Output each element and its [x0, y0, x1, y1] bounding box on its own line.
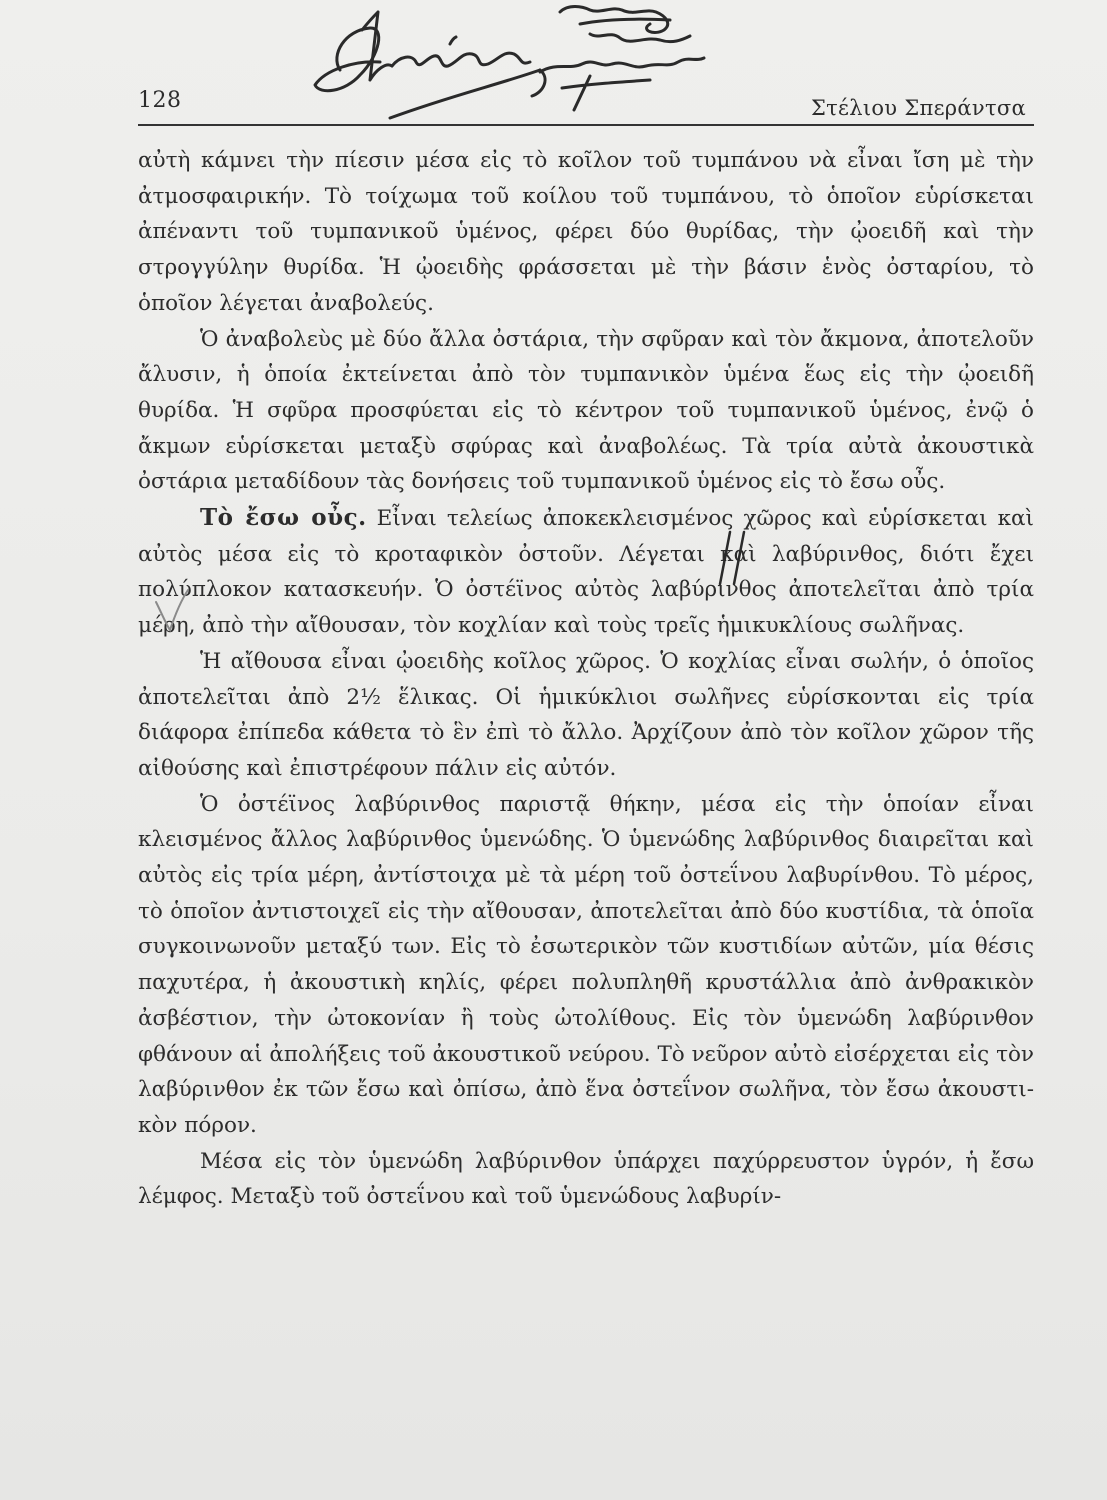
section-title: Τὸ ἔσω οὖς. [200, 504, 367, 532]
section-paragraph [138, 500, 1034, 644]
body-text [138, 143, 1034, 1215]
paragraph: αὐτὴ κάμνει τὴν πίεσιν μέσα εἰς τὸ κοῖλον τοῦ τυμπάνου νὰ εἶναι ἴση μὲ τὴν ἀτμοσφαιρικήν. Τὸ τοίχωμα τοῦ κοίλου τοῦ τυμπάνου, τὸ ὁποῖον εὑρίσκεται ἀπέναντι τοῦ τυμπανικοῦ ὑμένος, φέρει δύο θυρίδας, τὴν ᾠοειδῆ καὶ τὴν στρογγύλην θυρίδα. Ἡ ᾠοειδὴς φράσσεται μὲ τὴν βάσιν ἑνὸς ὀσταρίου, τὸ ὁποῖον λέγεται ἀναβολεύς. [138, 148, 1034, 316]
section-text: Εἶναι τελείως ἀποκεκλεισμένος χῶρος καὶ εὑρίσκεται καὶ αὐτὸς μέσα εἰς τὸ κροταφικὸν ὀστοῦν. Λέγεται καὶ λαβύρινθος, διότι ἔχει πολύπλοκον κατασκευήν. Ὁ ὀστέϊνος αὐτὸς λαβύρινθος ἀποτελεῖται ἀπὸ τρία μέρη, ἀπὸ τὴν αἴθουσαν, τὸν κοχλίαν καὶ τοὺς τρεῖς ἡμικυκλίους σωλῆνας. [138, 506, 1034, 639]
page-number: 128 [138, 88, 182, 113]
check-mark-icon [152, 588, 192, 634]
paragraph: Ἡ αἴθουσα εἶναι ᾠοειδὴς κοῖλος χῶρος. Ὁ κοχλίας εἶναι σωλήν, ὁ ὁποῖος ἀποτελεῖται ἀπὸ 2½ ἕλικας. Οἱ ἡμικύκλιοι σωλῆνες εὑρίσκονται εἰς τρία διάφορα ἐπίπεδα κάθετα τὸ ἓν ἐπὶ τὸ ἄλλο. Ἀρχίζουν ἀπὸ τὸν κοῖλον χῶρον τῆς αἰθούσης καὶ ἐπιστρέφουν πάλιν εἰς αὐτόν. [138, 648, 1034, 781]
paragraph: Ὁ ἀναβολεὺς μὲ δύο ἄλλα ὀστάρια, τὴν σφῦραν καὶ τὸν ἄκμονα, ἀποτελοῦν ἄλυσιν, ἡ ὁποία ἐκτείνεται ἀπὸ τὸν τυμπανικὸν ὑμένα ἕως εἰς τὴν ᾠοειδῆ θυρίδα. Ἡ σφῦρα προσφύεται εἰς τὸ κέντρον τοῦ τυμπανικοῦ ὑμένος, ἐνῷ ὁ ἄκμων εὑρίσκεται μεταξὺ σφύρας καὶ ἀναβολέως. Τὰ τρία αὐτὰ ἀκουστικὰ ὀστάρια μεταδίδουν τὰς δονήσεις τοῦ τυμπανικοῦ ὑμένος εἰς τὸ ἔσω οὖς. [138, 326, 1034, 495]
paragraph: Ὁ ὀστέϊνος λαβύρινθος παριστᾷ θήκην, μέσα εἰς τὴν ὁποίαν εἶναι κλεισμένος ἄλλος λαβύρινθος ὑμενώδης. Ὁ ὑμενώδης λαβύρινθος διαιρεῖται καὶ αὐτὸς εἰς τρία μέρη, ἀντίστοιχα μὲ τὰ μέρη τοῦ ὀστεΐνου λαβυρίνθου. Τὸ μέρος, τὸ ὁποῖον ἀντιστοιχεῖ εἰς τὴν αἴθουσαν, ἀποτελεῖται ἀπὸ δύο κυστίδια, τὰ ὁποῖα συγκοινωνοῦν μεταξύ των. Εἰς τὸ ἐσωτερικὸν τῶν κυστιδίων αὐτῶν, μία θέσις παχυτέρα, ἡ ἀκουστικὴ κηλίς, φέρει πολυπληθῆ κρυστάλλια ἀπὸ ἀνθρακικὸν ἀσβέστιον, τὴν ὠτοκονίαν ἢ τοὺς ὠτολίθους. Εἰς τὸν ὑμενώδη λαβύρινθον φθάνουν αἱ ἀπολήξεις τοῦ ἀκουστικοῦ νεύρου. Τὸ νεῦρον αὐτὸ εἰσέρχεται εἰς τὸν λαβύρινθον ἐκ τῶν ἔσω καὶ ὀπίσω, ἀπὸ ἕνα ὀστεΐνον σωλῆνα, τὸν ἔσω ἀκουστικὸν πόρον. [138, 791, 1034, 1138]
paragraph: Μέσα εἰς τὸν ὑμενώδη λαβύρινθον ὑπάρχει παχύρρευστον ὑγρόν, ἡ ἔσω λέμφος. Μεταξὺ τοῦ ὀστεΐνου καὶ τοῦ ὑμενώδους λαβυρίν- [138, 1148, 1034, 1210]
running-head: Στέλιου Σπεράντσα [810, 96, 1026, 120]
handwritten-signature [300, 0, 740, 150]
double-slash-mark-icon [714, 528, 754, 588]
